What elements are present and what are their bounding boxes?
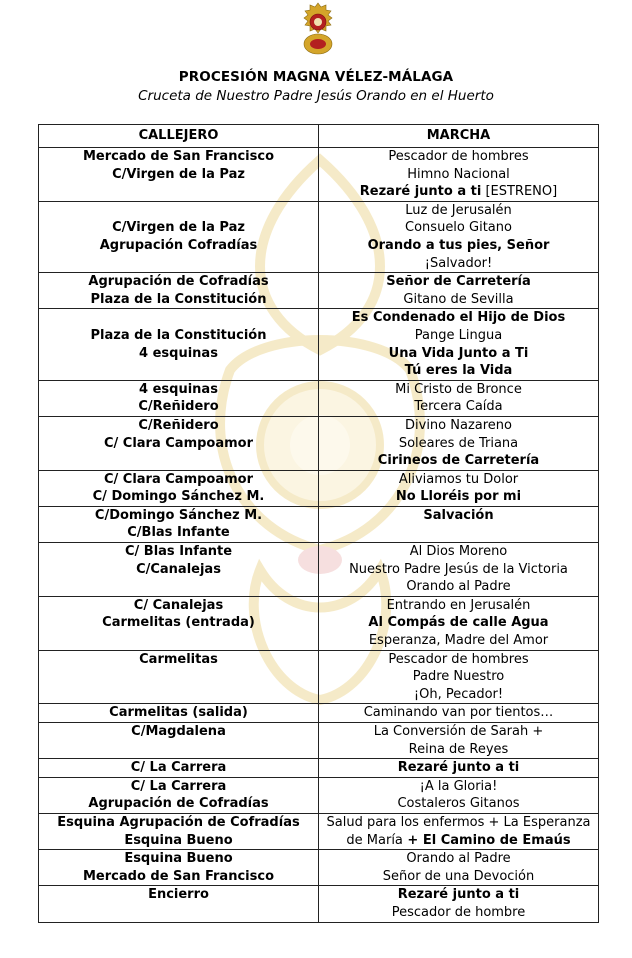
street-name: C/Virgen de la Paz bbox=[112, 166, 245, 182]
table-row bbox=[39, 543, 599, 597]
march-title bbox=[323, 398, 594, 416]
march-cell bbox=[319, 148, 599, 202]
table-row bbox=[39, 309, 599, 380]
street-cell bbox=[39, 777, 319, 813]
march-title-text: Salvación bbox=[423, 507, 494, 523]
street-name: Encierro bbox=[148, 887, 209, 903]
march-title bbox=[323, 417, 594, 435]
march-title-text: Cirineos de Carretería bbox=[377, 453, 540, 469]
street-name: Mercado de San Francisco bbox=[83, 149, 274, 164]
march-title bbox=[323, 273, 594, 291]
march-cell bbox=[319, 416, 599, 470]
march-title-text: Gitano de Sevilla bbox=[403, 291, 514, 307]
street-name: Esquina Agrupación de Cofradías bbox=[57, 814, 300, 830]
march-title bbox=[323, 886, 594, 904]
march-cell bbox=[319, 813, 599, 849]
march-title-text: Señor de una Devoción bbox=[382, 868, 535, 884]
street-name: 4 esquinas bbox=[139, 345, 218, 361]
march-title-text: Reina de Reyes bbox=[408, 741, 509, 757]
table-row bbox=[39, 506, 599, 542]
table-row bbox=[39, 416, 599, 470]
march-title-text: Soleares de Triana bbox=[398, 435, 519, 451]
march-title bbox=[323, 471, 594, 489]
march-title-text: Señor de Carretería bbox=[386, 274, 531, 290]
march-title-text: Rezaré junto a ti bbox=[397, 887, 520, 903]
march-title-text: Orando al Padre bbox=[406, 579, 511, 595]
street-name: Mercado de San Francisco bbox=[83, 868, 274, 884]
march-title-text: La Conversión de Sarah + bbox=[373, 724, 544, 739]
street-cell bbox=[39, 813, 319, 849]
street-name: Agrupación de Cofradías bbox=[88, 274, 269, 290]
march-title-text: Luz de Jerusalén bbox=[405, 202, 512, 218]
march-title-text: ¡A la Gloria! bbox=[419, 778, 498, 794]
march-title bbox=[323, 435, 594, 453]
street-name: Agrupación de Cofradías bbox=[88, 796, 269, 812]
table-row bbox=[39, 148, 599, 202]
march-title-text: Divino Nazareno bbox=[405, 417, 512, 433]
march-title bbox=[323, 381, 594, 399]
march-title-text: Padre Nuestro bbox=[412, 669, 505, 685]
march-title-text: Pescador de hombre bbox=[391, 904, 526, 920]
march-title-text: Pange Lingua bbox=[414, 327, 503, 343]
march-title bbox=[323, 309, 594, 327]
march-title bbox=[323, 723, 594, 741]
street-cell bbox=[39, 201, 319, 272]
march-title bbox=[323, 362, 594, 380]
street-cell bbox=[39, 886, 319, 922]
street-cell bbox=[39, 380, 319, 416]
street-name: Plaza de la Constitución bbox=[90, 327, 267, 343]
street-name: Plaza de la Constitución bbox=[90, 291, 267, 307]
street-cell bbox=[39, 723, 319, 759]
table-row bbox=[39, 470, 599, 506]
march-title bbox=[323, 507, 594, 525]
street-name: Esquina Bueno bbox=[124, 832, 233, 848]
march-cell bbox=[319, 273, 599, 309]
table-row bbox=[39, 201, 599, 272]
march-title-text: Entrando en Jerusalén bbox=[386, 597, 531, 613]
estreno-tag: [ESTRENO] bbox=[481, 184, 558, 200]
street-name: C/Blas Infante bbox=[127, 525, 230, 541]
table-row bbox=[39, 273, 599, 309]
table-row bbox=[39, 650, 599, 704]
street-name: Agrupación Cofradías bbox=[99, 237, 258, 253]
march-cell bbox=[319, 777, 599, 813]
march-title bbox=[323, 614, 594, 632]
march-cell bbox=[319, 470, 599, 506]
street-cell bbox=[39, 704, 319, 723]
march-title-text: Costaleros Gitanos bbox=[397, 796, 520, 812]
march-title bbox=[323, 632, 594, 650]
march-title-text: Aliviamos tu Dolor bbox=[398, 471, 519, 487]
table-row bbox=[39, 813, 599, 849]
street-name: C/ La Carrera bbox=[130, 778, 227, 794]
march-title bbox=[323, 202, 594, 220]
street-name: C/Reñidero bbox=[138, 399, 219, 415]
march-cell bbox=[319, 506, 599, 542]
column-header-marcha: MARCHA bbox=[319, 125, 599, 148]
street-name: Carmelitas (entrada) bbox=[102, 615, 255, 631]
march-cell bbox=[319, 759, 599, 778]
march-title-text: Mi Cristo de Bronce bbox=[395, 381, 522, 397]
march-title-text: ¡Salvador! bbox=[424, 255, 493, 271]
march-cell bbox=[319, 596, 599, 650]
table-row bbox=[39, 380, 599, 416]
document-subtitle: Cruceta de Nuestro Padre Jesús Orando en el Huerto bbox=[138, 88, 494, 104]
march-title-text: Es Condenado el Hijo de Dios bbox=[351, 310, 566, 326]
table-row bbox=[39, 850, 599, 886]
street-cell bbox=[39, 759, 319, 778]
march-title-text: ¡Oh, Pecador! bbox=[413, 686, 504, 702]
table-row bbox=[39, 759, 599, 778]
march-title-text: Nuestro Padre Jesús de la Victoria bbox=[349, 561, 568, 577]
street-name: C/ Blas Infante bbox=[124, 544, 233, 560]
march-title-text: Rezaré junto a ti bbox=[359, 184, 482, 200]
street-name: C/ Domingo Sánchez M. bbox=[92, 489, 265, 505]
march-title-text: Himno Nacional bbox=[407, 166, 510, 182]
march-cell bbox=[319, 309, 599, 380]
street-name: Esquina Bueno bbox=[124, 851, 233, 867]
street-cell bbox=[39, 470, 319, 506]
table-row bbox=[39, 777, 599, 813]
street-name: C/ Canalejas bbox=[133, 597, 224, 613]
table-header-row bbox=[39, 125, 599, 148]
street-name: C/ La Carrera bbox=[130, 760, 227, 776]
march-title-text: Pescador de hombres bbox=[388, 149, 529, 164]
march-title-text: Al Dios Moreno bbox=[409, 544, 508, 560]
march-title-part: El Camino de Emaús bbox=[422, 832, 571, 848]
march-cell bbox=[319, 543, 599, 597]
march-title bbox=[323, 597, 594, 615]
march-title bbox=[323, 668, 594, 686]
street-name: C/Magdalena bbox=[131, 724, 226, 739]
march-title-text: Rezaré junto a ti bbox=[397, 760, 520, 776]
column-header-callejero: CALLEJERO bbox=[39, 125, 319, 148]
table-row bbox=[39, 723, 599, 759]
march-title bbox=[323, 237, 594, 255]
march-cell bbox=[319, 650, 599, 704]
crest-emblem bbox=[294, 2, 342, 58]
march-title-part: Salud para los enfermos + La Esperanza de María bbox=[326, 814, 591, 848]
march-title bbox=[323, 759, 594, 777]
march-title-text: Orando al Padre bbox=[406, 851, 511, 867]
march-title-text: Caminando van por tientos… bbox=[363, 705, 554, 721]
march-title-text: Tercera Caída bbox=[414, 399, 503, 415]
march-title bbox=[323, 219, 594, 237]
march-title-text: Pescador de hombres bbox=[388, 651, 529, 667]
street-name: C/Canalejas bbox=[136, 561, 221, 577]
march-title-text: No Lloréis por mi bbox=[395, 489, 522, 505]
march-title bbox=[323, 578, 594, 596]
street-name: C/Reñidero bbox=[138, 417, 219, 433]
march-title bbox=[323, 868, 594, 886]
march-title bbox=[323, 166, 594, 184]
march-cell bbox=[319, 886, 599, 922]
march-title bbox=[323, 148, 594, 166]
march-title bbox=[323, 814, 594, 849]
street-name: C/Virgen de la Paz bbox=[112, 220, 245, 236]
document-title: PROCESIÓN MAGNA VÉLEZ-MÁLAGA bbox=[178, 69, 454, 85]
table-row bbox=[39, 704, 599, 723]
table-row bbox=[39, 886, 599, 922]
march-title bbox=[323, 345, 594, 363]
march-title bbox=[323, 561, 594, 579]
street-cell bbox=[39, 416, 319, 470]
march-title bbox=[323, 686, 594, 704]
march-cell bbox=[319, 850, 599, 886]
street-cell bbox=[39, 650, 319, 704]
march-title-text: Esperanza, Madre del Amor bbox=[368, 633, 549, 649]
table-row bbox=[39, 596, 599, 650]
march-title bbox=[323, 183, 594, 201]
route-table bbox=[38, 124, 599, 923]
march-title-text: Al Compás de calle Agua bbox=[368, 615, 549, 631]
march-title bbox=[323, 904, 594, 922]
march-title bbox=[323, 704, 594, 722]
march-title bbox=[323, 651, 594, 669]
street-name: Carmelitas (salida) bbox=[109, 705, 248, 721]
street-cell bbox=[39, 273, 319, 309]
street-cell bbox=[39, 148, 319, 202]
march-title bbox=[323, 850, 594, 868]
march-title-text: Orando a tus pies, Señor bbox=[367, 237, 550, 253]
march-title bbox=[323, 452, 594, 470]
march-title bbox=[323, 741, 594, 759]
street-cell bbox=[39, 506, 319, 542]
march-title bbox=[323, 255, 594, 273]
street-cell bbox=[39, 309, 319, 380]
route-table-body bbox=[39, 148, 599, 923]
street-cell bbox=[39, 543, 319, 597]
march-cell bbox=[319, 201, 599, 272]
march-title-text: Tú eres la Vida bbox=[404, 363, 513, 379]
street-cell bbox=[39, 850, 319, 886]
street-name: 4 esquinas bbox=[139, 381, 218, 397]
street-name: C/Domingo Sánchez M. bbox=[94, 507, 263, 523]
march-title bbox=[323, 291, 594, 309]
march-separator: + bbox=[402, 832, 423, 848]
march-title bbox=[323, 778, 594, 796]
march-cell bbox=[319, 723, 599, 759]
march-title bbox=[323, 488, 594, 506]
street-name: C/ Clara Campoamor bbox=[103, 471, 254, 487]
march-cell bbox=[319, 380, 599, 416]
march-title bbox=[323, 327, 594, 345]
street-name: C/ Clara Campoamor bbox=[103, 435, 254, 451]
march-title-text: Consuelo Gitano bbox=[405, 220, 512, 236]
street-cell bbox=[39, 596, 319, 650]
march-cell bbox=[319, 704, 599, 723]
march-title bbox=[323, 795, 594, 813]
march-title bbox=[323, 543, 594, 561]
street-name: Carmelitas bbox=[139, 651, 218, 667]
march-title-text: Una Vida Junto a Ti bbox=[388, 345, 529, 361]
